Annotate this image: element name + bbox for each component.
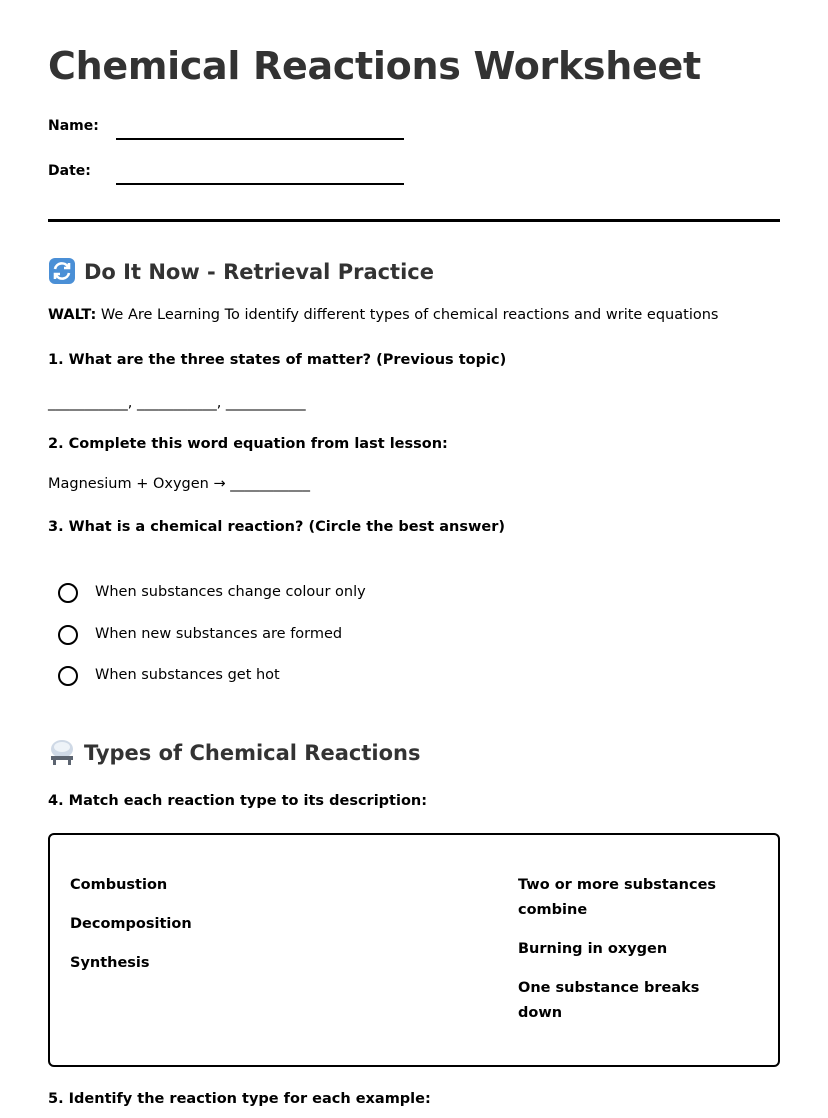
section-types-title: Types of Chemical Reactions <box>84 741 421 765</box>
page-title: Chemical Reactions Worksheet <box>48 44 701 88</box>
match-description[interactable]: One substance breaks down <box>518 980 700 1021</box>
radio-circle[interactable] <box>58 583 78 603</box>
question-2-equation[interactable]: Magnesium + Oxygen → ___________ <box>48 476 310 492</box>
divider <box>48 219 780 222</box>
match-description[interactable]: Burning in oxygen <box>518 941 668 957</box>
walt-label: WALT: <box>48 307 97 323</box>
name-label: Name: <box>48 118 99 134</box>
match-descriptions-column <box>518 873 738 1040</box>
question-3: 3. What is a chemical reaction? (Circle the best answer) <box>48 519 505 535</box>
match-terms-column <box>70 873 192 990</box>
radio-circle[interactable] <box>58 666 78 686</box>
walt-text: We Are Learning To identify different types of chemical reactions and write equations <box>96 307 719 323</box>
radio-circle[interactable] <box>58 625 78 645</box>
walt-statement <box>48 307 718 323</box>
question-1: 1. What are the three states of matter? (Previous topic) <box>48 352 507 368</box>
question-1-answer-lines[interactable]: ___________, ___________, ___________ <box>48 395 306 411</box>
question-2: 2. Complete this word equation from last lesson: <box>48 436 448 452</box>
section-do-it-now-title: Do It Now - Retrieval Practice <box>84 260 434 284</box>
match-term[interactable]: Synthesis <box>70 955 150 971</box>
q3-option-text: When new substances are formed <box>95 626 343 642</box>
question-5: 5. Identify the reaction type for each example: <box>48 1091 431 1107</box>
section-do-it-now-heading <box>48 257 434 285</box>
match-term[interactable]: Decomposition <box>70 916 192 932</box>
date-line[interactable] <box>116 183 404 185</box>
section-types-heading <box>48 738 420 766</box>
name-line[interactable] <box>116 138 404 140</box>
matching-box <box>48 833 780 1067</box>
test-tube-rack-icon <box>48 738 76 766</box>
match-term[interactable]: Combustion <box>70 877 168 893</box>
date-label: Date: <box>48 163 91 179</box>
question-4: 4. Match each reaction type to its description: <box>48 793 428 809</box>
arrows-cycle-icon <box>48 257 76 285</box>
q3-option-text: When substances get hot <box>95 667 280 683</box>
match-description[interactable]: Two or more substances combine <box>518 877 717 918</box>
q3-option-text: When substances change colour only <box>95 584 366 600</box>
